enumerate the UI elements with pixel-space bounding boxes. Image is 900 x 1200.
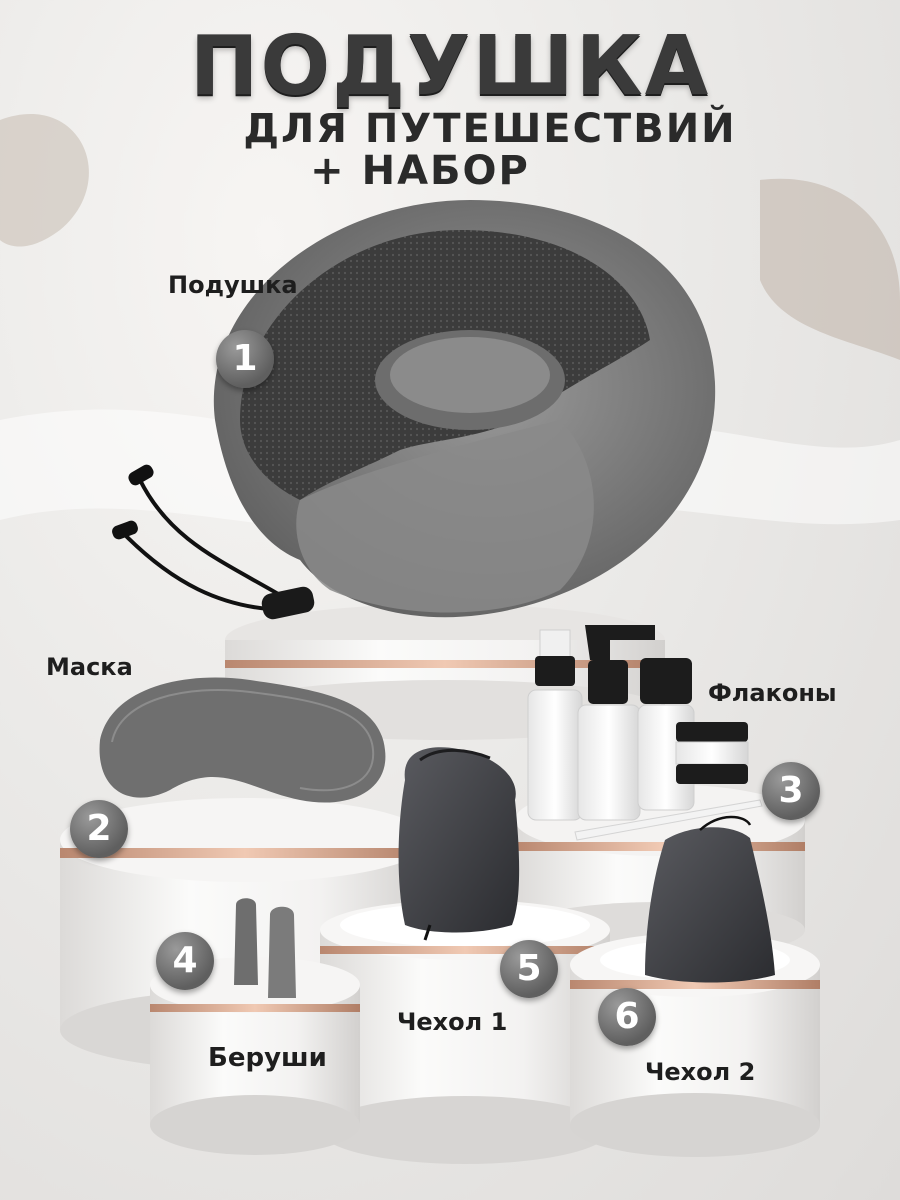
- badge-3: 3: [762, 762, 820, 820]
- badge-2: 2: [70, 800, 128, 858]
- label-case-2: Чехол 2: [645, 1058, 756, 1086]
- neck-pillow: [214, 200, 715, 617]
- case-1: [399, 747, 520, 940]
- badge-1: 1: [216, 330, 274, 388]
- badge-5: 5: [500, 940, 558, 998]
- label-bottles: Флаконы: [708, 679, 837, 707]
- badge-6: 6: [598, 988, 656, 1046]
- title-main: ПОДУШКА: [189, 19, 711, 114]
- label-earplugs: Беруши: [208, 1043, 327, 1073]
- title-subtitle: ДЛЯ ПУТЕШЕСТВИЙ: [243, 106, 737, 152]
- badge-4: 4: [156, 932, 214, 990]
- title-set: + НАБОР: [310, 148, 530, 194]
- label-mask: Маска: [46, 653, 133, 681]
- label-case-1: Чехол 1: [397, 1008, 508, 1036]
- label-pillow: Подушка: [168, 271, 298, 299]
